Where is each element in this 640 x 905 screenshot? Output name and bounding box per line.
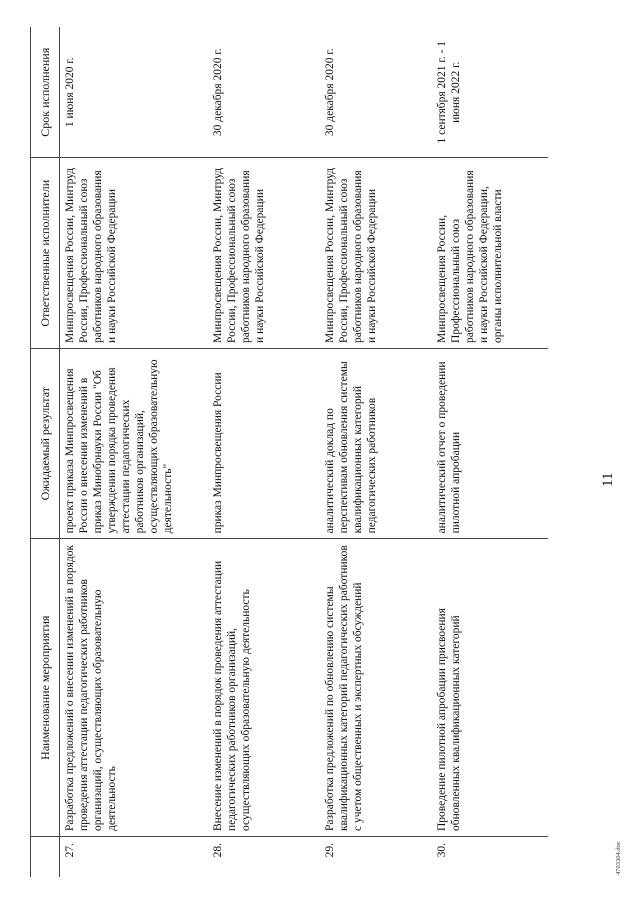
row-executors: Минпросвещения России, Минтруд России, Профессиональный союз работников народного образования и науки Российской Федерации: [320, 158, 432, 348]
row-event-name: Разработка предложений о внесении изменений в порядок проведения аттестации педагогических работников организаций, осуществляющих образовательную деятельность: [60, 539, 208, 837]
row-number: 30.: [435, 843, 448, 858]
row-executors: Минпросвещения России, Минтруд России, Профессиональный союз работников народного образования и науки Российской Федерации: [60, 158, 208, 348]
row-deadline: 1 сентября 2021 г. - 1 июня 2022 г.: [432, 27, 548, 158]
row-expected-result: приказ Минпросвещения России: [208, 348, 320, 538]
row-number: 29.: [323, 843, 336, 858]
table-header-row: [31, 27, 60, 877]
table-row: [432, 27, 548, 877]
row-event-name: Проведение пилотной апробации присвоения обновленных квалификационных категорий: [432, 539, 548, 837]
row-event-name: Разработка предложений по обновлению системы квалификационных категорий педагогических работников с учетом общественных и экспертных обсуждений: [320, 539, 432, 837]
row-expected-result: аналитический отчет о проведении пилотной апробации: [432, 348, 548, 538]
page-number: 11: [600, 472, 616, 487]
row-number: 27.: [64, 843, 76, 858]
header-executors: Ответственные исполнители: [31, 158, 60, 348]
header-deadline: Срок исполнения: [31, 27, 60, 158]
row-event-name: Внесение изменений в порядок проведения аттестации педагогических работников организаций, осуществляющих образовательную деятельность: [208, 539, 320, 837]
footer-file-code: 4703304.doc: [615, 841, 622, 875]
row-executors: Минпросвещения России, Минтруд России, Профессиональный союз работников народного образования и науки Российской Федерации: [208, 158, 320, 348]
row-expected-result: аналитический доклад по перспективам обновления системы квалификационных категорий педагогических работников: [320, 348, 432, 538]
row-executors: Минпросвещения России, Профессиональный союз работников народного образования и науки Российской Федерации, органы исполнительной власти: [432, 158, 548, 348]
header-number: [31, 837, 60, 877]
row-number: 28.: [211, 843, 224, 858]
row-deadline: 30 декабря 2020 г.: [320, 27, 432, 158]
table-row: [60, 27, 208, 877]
action-plan-table: [30, 27, 548, 877]
table-row: [208, 27, 320, 877]
header-event-name: Наименование мероприятия: [31, 539, 60, 837]
row-deadline: 1 июня 2020 г.: [60, 27, 208, 158]
table-row: [320, 27, 432, 877]
row-deadline: 30 декабря 2020 г.: [208, 27, 320, 158]
header-expected-result: Ожидаемый результат: [31, 348, 60, 538]
row-expected-result: проект приказа Минпросвещения России о внесении изменений в приказ Минобрнауки России "Об утверждении порядка проведения аттестации педагогических работников организаций, осуществляющих образовательную деятельность": [60, 348, 208, 538]
